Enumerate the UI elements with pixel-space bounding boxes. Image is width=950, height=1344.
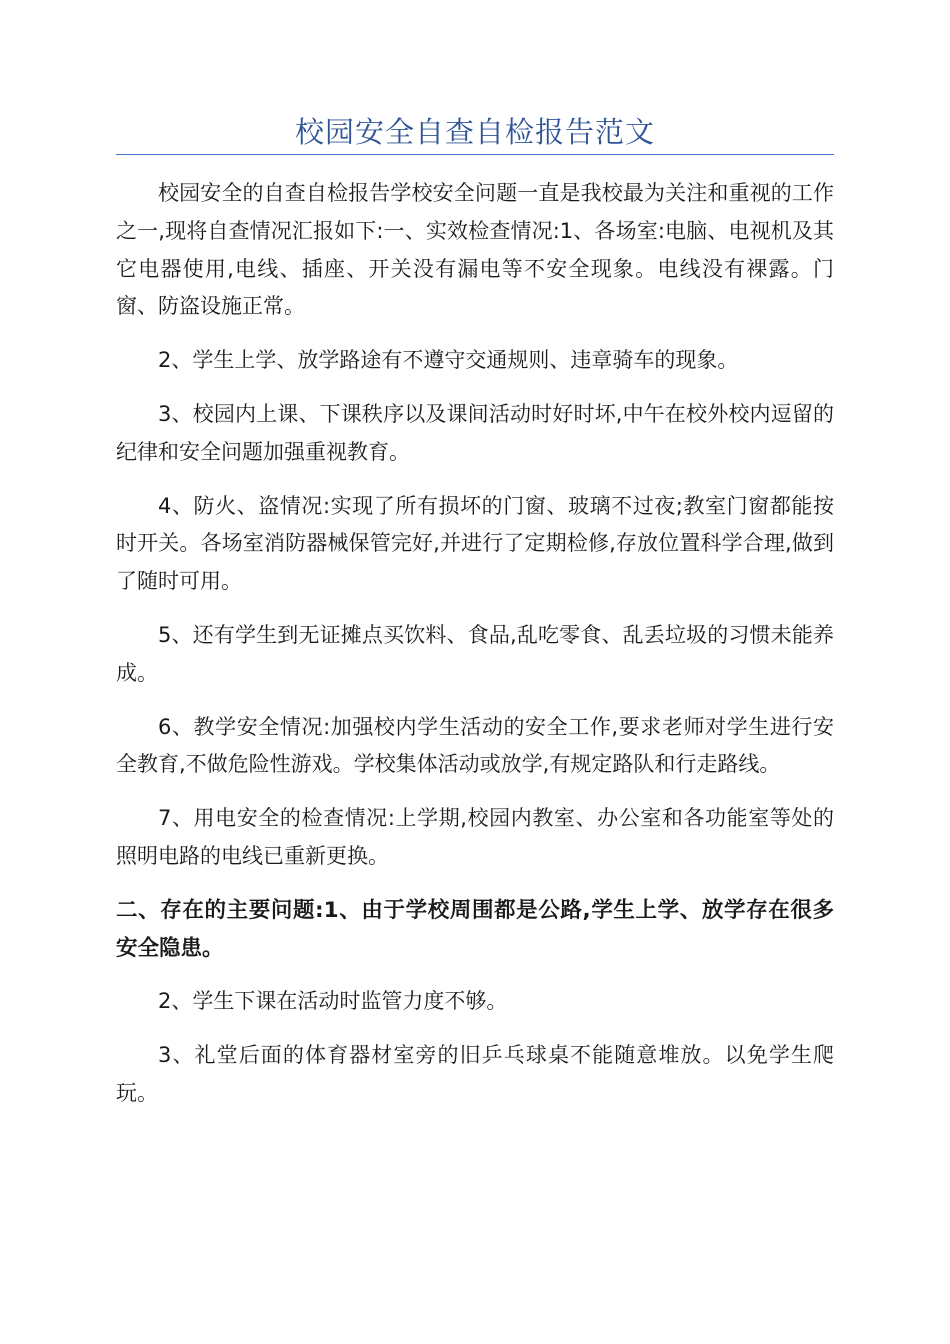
- paragraph-problem-3: 3、礼堂后面的体育器材室旁的旧乒乓球桌不能随意堆放。以免学生爬玩。: [116, 1043, 834, 1105]
- title-underline: [116, 154, 834, 155]
- paragraph-item-2: 2、学生上学、放学路途有不遵守交通规则、违章骑车的现象。: [158, 348, 739, 373]
- paragraph-item-7: 7、用电安全的检查情况:上学期,校园内教室、办公室和各功能室等处的照明电路的电线已重新更换。: [116, 806, 834, 868]
- paragraph-item-6: 6、教学安全情况:加强校内学生活动的安全工作,要求老师对学生进行安全教育,不做危险性游戏。学校集体活动或放学,有规定路队和行走路线。: [116, 714, 834, 777]
- paragraph-problem-2: 2、学生下课在活动时监管力度不够。: [158, 989, 508, 1014]
- document-body: [116, 175, 834, 1129]
- paragraph-item-3: 3、校园内上课、下课秩序以及课间活动时好时坏,中午在校外校内逗留的纪律和安全问题加强重视教育。: [116, 401, 834, 464]
- document-title: 校园安全自查自检报告范文: [294, 115, 655, 149]
- paragraph-intro: 校园安全的自查自检报告学校安全问题一直是我校最为关注和重视的工作之一,现将自查情况汇报如下:一、实效检查情况:1、各场室:电脑、电视机及其它电器使用,电线、插座、开关没有漏电等不安全现象。电线没有裸露。门窗、防盗设施正常。: [116, 181, 834, 319]
- paragraph-item-4: 4、防火、盗情况:实现了所有损坏的门窗、玻璃不过夜;教室门窗都能按时开关。各场室消防器械保管完好,并进行了定期检修,存放位置科学合理,做到了随时可用。: [116, 493, 834, 594]
- paragraph-item-5: 5、还有学生到无证摊点买饮料、食品,乱吃零食、乱丢垃圾的习惯未能养成。: [116, 622, 834, 685]
- section-heading-problems: 二、存在的主要问题:1、由于学校周围都是公路,学生上学、放学存在很多安全隐患。: [116, 897, 834, 961]
